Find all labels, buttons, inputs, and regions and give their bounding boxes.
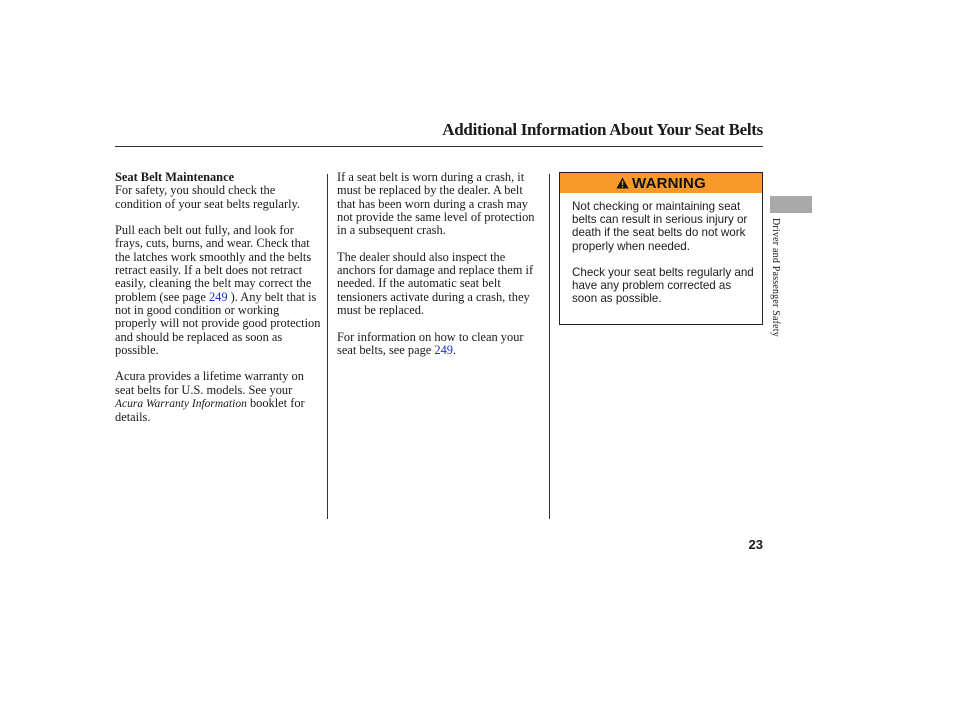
inspection-text-cont: ). Any belt that is not in good condition or working properly will not provide good protection and should be replaced as soon as possible. <box>115 289 321 357</box>
maintenance-intro: For safety, you should check the condition of your seat belts regularly. <box>115 183 301 211</box>
page-number: 23 <box>748 537 763 552</box>
warning-triangle-icon <box>616 177 629 189</box>
clean-reference-text: For information on how to clean your seat belts, see page <box>337 329 524 357</box>
replacement-paragraph-1: If a seat belt is worn during a crash, it must be replaced by the dealer. A belt that has been worn during a crash may not provide the same level of protection in a subsequent crash. <box>337 170 535 238</box>
section-side-label: Driver and Passenger Safety <box>770 218 781 337</box>
maintenance-heading: Seat Belt Maintenance <box>115 170 235 184</box>
page-link-249[interactable]: 249 <box>208 289 228 304</box>
title-rule <box>115 146 763 147</box>
column-divider <box>549 174 550 519</box>
section-side-tab <box>770 196 812 213</box>
warning-paragraph-1: Not checking or maintaining seat belts can result in serious injury or death if the seat belts do not work properly when needed. <box>572 200 748 253</box>
maintenance-paragraph-1 <box>115 171 321 211</box>
column-maintenance <box>115 171 321 438</box>
maintenance-paragraph-2 <box>115 224 321 357</box>
warranty-booklet-title: Acura Warranty Information <box>115 398 247 411</box>
page-link-249-clean[interactable]: 249 <box>434 342 453 357</box>
period: . <box>452 342 457 357</box>
replacement-paragraph-3 <box>337 331 543 358</box>
warning-header <box>560 173 762 193</box>
column-replacement <box>337 171 543 370</box>
replacement-paragraph-2: The dealer should also inspect the anchors for damage and replace them if needed. If the automatic seat belt tensioners activate during a crash, they must be replaced. <box>337 249 534 317</box>
column-divider <box>327 174 328 519</box>
section-title: Additional Information About Your Seat Belts <box>442 120 763 139</box>
warning-text <box>572 200 758 319</box>
warning-box <box>559 172 763 325</box>
inspection-text: Pull each belt out fully, and look for frays, cuts, burns, and wear. Check that the latches work smoothly and the belts retract easily. If a belt does not retract easily, cleaning the belt may correct the problem (see page <box>115 223 312 304</box>
warranty-text-cont: booklet for details. <box>115 396 305 425</box>
warning-label: WARNING <box>632 174 706 192</box>
warning-paragraph-2: Check your seat belts regularly and have any problem corrected as soon as possible. <box>572 266 754 306</box>
maintenance-paragraph-3 <box>115 370 321 424</box>
warranty-text: Acura provides a lifetime warranty on seat belts for U.S. models. See your <box>115 369 304 397</box>
